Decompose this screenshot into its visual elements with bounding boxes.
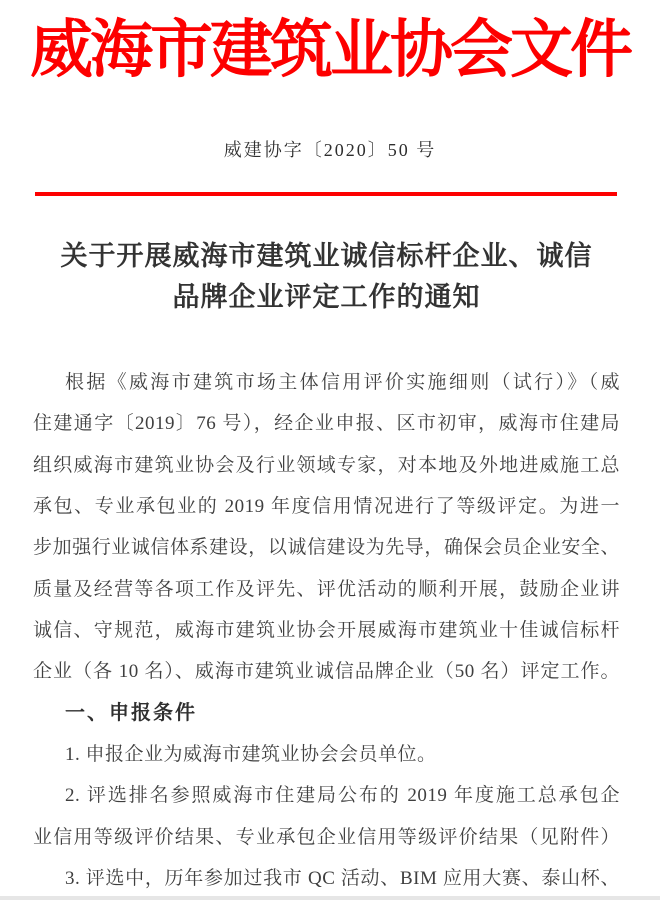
agency-masthead-title: 威海市建筑业协会文件: [30, 15, 630, 85]
document-number: 威建协字〔2020〕50 号: [223, 140, 437, 160]
body-paragraph-line: 步加强行业诚信体系建设，以诚信建设为先导，确保会员企业安全、: [33, 537, 620, 559]
condition-item-2-line1: 2. 评选排名参照威海市住建局公布的 2019 年度施工总承包企: [65, 785, 620, 807]
body-paragraph-line: 根据《威海市建筑市场主体信用评价实施细则（试行）》（威: [65, 372, 620, 393]
document-body: [33, 362, 620, 899]
document-title-line1: 关于开展威海市建筑业诚信标杆企业、诚信: [60, 241, 593, 271]
body-paragraph-line: 质量及经营等各项工作及评先、评优活动的顺利开展，鼓励企业讲: [33, 578, 620, 600]
page-bottom-edge: [0, 896, 660, 900]
condition-item-1: 1. 申报企业为威海市建筑业协会会员单位。: [65, 744, 437, 766]
body-paragraph-line: 企业（各 10 名）、威海市建筑业诚信品牌企业（50 名）评定工作。: [33, 661, 620, 683]
body-paragraph-line: 住建通字〔2019〕76 号），经企业申报、区市初审，威海市住建局: [33, 413, 620, 435]
condition-item-3: 3. 评选中，历年参加过我市 QC 活动、BIM 应用大赛、泰山杯、: [65, 868, 620, 890]
condition-item-2-line2: 业信用等级评价结果、专业承包企业信用等级评价结果（见附件）: [33, 826, 620, 848]
body-paragraph-line: 承包、专业承包业的 2019 年度信用情况进行了等级评定。为进一: [33, 496, 620, 518]
body-paragraph-line: 诚信、守规范，威海市建筑业协会开展威海市建筑业十佳诚信标杆: [33, 620, 620, 642]
section-heading-application-conditions: 一、申报条件: [65, 701, 197, 724]
document-title-line2: 品牌企业评定工作的通知: [172, 282, 481, 312]
body-paragraph-line: 组织威海市建筑业协会及行业领域专家，对本地及外地进威施工总: [33, 454, 620, 476]
red-divider-line: [35, 192, 617, 196]
document-title: [33, 236, 620, 318]
